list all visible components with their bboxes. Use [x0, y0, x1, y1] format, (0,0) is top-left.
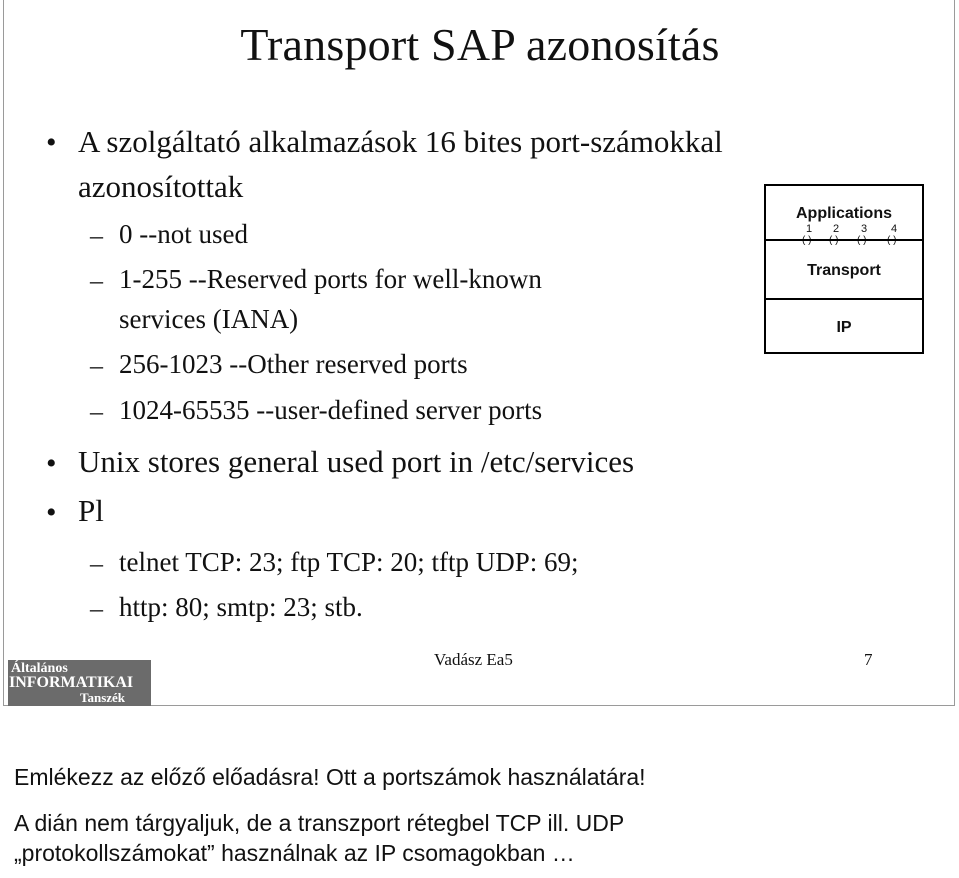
protocol-layer-diagram: [764, 184, 924, 354]
layer-divider: [766, 298, 922, 300]
bullet-dot: •: [46, 496, 57, 529]
bullet-dot: •: [46, 447, 57, 480]
slide: [3, 0, 955, 706]
sub-item: 0 --not used: [119, 219, 248, 249]
port-number: 2: [833, 223, 840, 235]
logo-line: INFORMATIKAI: [9, 674, 134, 691]
note-line: „protokollszámokat” használnak az IP csomagokban …: [14, 840, 575, 866]
slide-title: Transport SAP azonosítás: [240, 19, 720, 70]
bullet-text-continued: azonosítottak: [78, 169, 244, 204]
layer-divider: [766, 239, 922, 241]
dash-marker: –: [90, 221, 103, 250]
example-item: http: 80; smtp: 23; stb.: [119, 592, 363, 622]
dash-marker: –: [90, 351, 103, 380]
port-marker: ( ): [829, 235, 839, 246]
dash-marker: –: [90, 397, 103, 426]
port-marker: ( ): [857, 235, 867, 246]
transport-label: Transport: [807, 262, 881, 279]
note-line: A dián nem tárgyaljuk, de a transzport rétegbel TCP ill. UDP: [14, 810, 625, 836]
footer-author: Vadász Ea5: [434, 650, 513, 669]
department-logo: [8, 660, 151, 706]
sub-item: 1-255 --Reserved ports for well-known: [119, 264, 542, 294]
logo-line: Tanszék: [80, 690, 126, 705]
logo-line: Általános: [11, 661, 68, 676]
applications-label: Applications: [795, 205, 892, 222]
sub-item: 256-1023 --Other reserved ports: [119, 349, 468, 379]
dash-marker: –: [90, 266, 103, 295]
port-marker: ( ): [887, 235, 897, 246]
bullet-text: A szolgáltató alkalmazások 16 bites port-számokkal: [78, 124, 723, 159]
port-number: 4: [891, 223, 898, 235]
port-number: 1: [806, 223, 813, 235]
bullet-dot: •: [46, 126, 57, 159]
dash-marker: –: [90, 549, 103, 578]
port-marker: ( ): [802, 235, 812, 246]
note-line: Emlékezz az előző előadásra! Ott a portszámok használatára!: [14, 764, 646, 790]
page-number: 7: [864, 650, 873, 669]
bullet-text: Pl: [78, 493, 104, 528]
sub-item: 1024-65535 --user-defined server ports: [119, 395, 543, 425]
ip-label: IP: [836, 319, 852, 336]
bullet-text: Unix stores general used port in /etc/services: [78, 444, 635, 479]
port-number: 3: [861, 223, 868, 235]
example-item: telnet TCP: 23; ftp TCP: 20; tftp UDP: 69;: [119, 547, 579, 577]
dash-marker: –: [90, 594, 103, 623]
sub-item-continued: services (IANA): [119, 304, 299, 334]
